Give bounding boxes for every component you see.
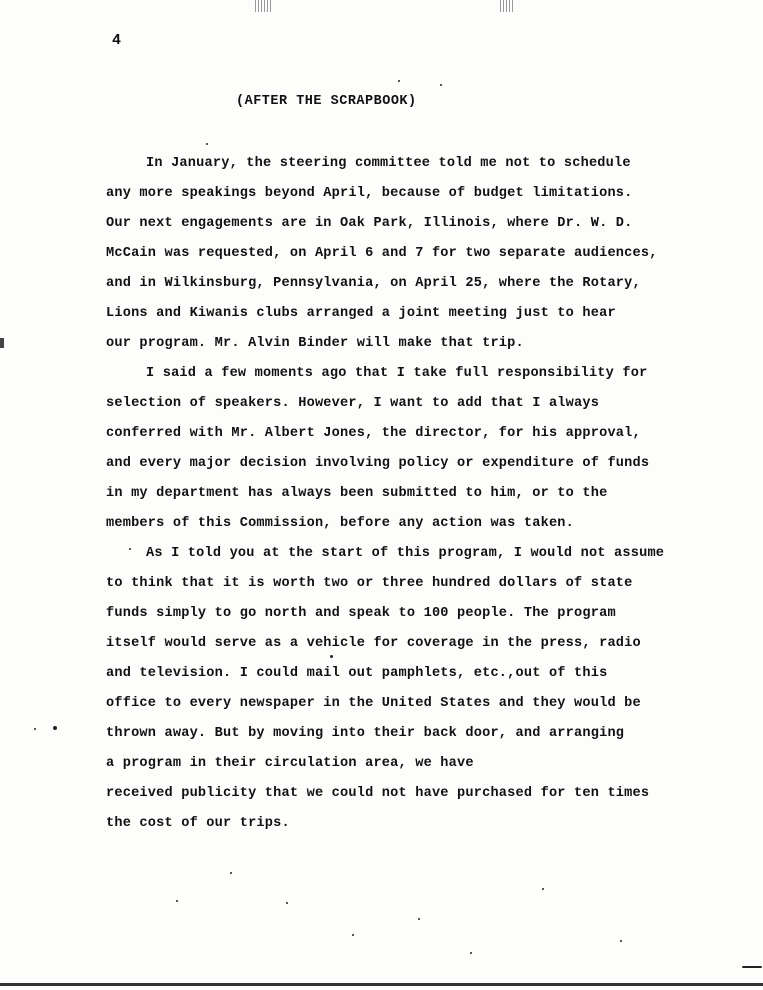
paragraph-3-line-3: funds simply to go north and speak to 100 people. The program: [106, 606, 616, 621]
scan-speck: [53, 726, 57, 730]
scan-speck: [330, 655, 333, 658]
paragraph-1-line-6: Lions and Kiwanis clubs arranged a joint meeting just to hear: [106, 306, 616, 321]
scan-speck: [206, 143, 208, 145]
scan-speck: [129, 548, 131, 550]
scan-speck: [620, 940, 622, 942]
paragraph-3-line-8: a program in their circulation area, we have: [106, 756, 474, 771]
scan-artifact: [255, 0, 271, 12]
scan-speck: [542, 888, 544, 890]
scan-speck: [352, 934, 354, 936]
scan-speck: [34, 728, 36, 730]
scan-speck: [418, 918, 420, 920]
scan-speck: [440, 84, 442, 86]
paragraph-3-line-7: thrown away. But by moving into their back door, and arranging: [106, 726, 625, 741]
paragraph-2-line-3: conferred with Mr. Albert Jones, the director, for his approval,: [106, 426, 641, 441]
paragraph-3-line-5: and television. I could mail out pamphlets, etc.,out of this: [106, 666, 608, 681]
scan-speck: [398, 80, 400, 82]
page-number: 4: [112, 32, 122, 49]
paragraph-2-line-2: selection of speakers. However, I want to add that I always: [106, 396, 600, 411]
paragraph-1-line-2: any more speakings beyond April, because of budget limitations.: [106, 186, 633, 201]
paragraph-3-line-9: received publicity that we could not have purchased for ten times: [106, 786, 650, 801]
paragraph-1-line-4: McCain was requested, on April 6 and 7 for two separate audiences,: [106, 246, 658, 261]
scan-speck: [230, 872, 232, 874]
scan-edge-smudge: [0, 338, 4, 348]
scan-speck: [176, 900, 178, 902]
paragraph-1-line-3: Our next engagements are in Oak Park, Illinois, where Dr. W. D.: [106, 216, 633, 231]
paragraph-1-line-7: our program. Mr. Alvin Binder will make that trip.: [106, 336, 524, 351]
paragraph-2-line-4: and every major decision involving policy or expenditure of funds: [106, 456, 650, 471]
paragraph-3-line-10: the cost of our trips.: [106, 816, 290, 831]
scan-speck: [470, 952, 472, 954]
scan-bottom-bar: [0, 983, 763, 986]
paragraph-2-line-1: I said a few moments ago that I take full responsibility for: [146, 366, 648, 381]
paragraph-1-line-1: In January, the steering committee told me not to schedule: [146, 156, 631, 171]
scan-speck: [286, 902, 288, 904]
scan-speck: [742, 966, 762, 968]
document-title: (AFTER THE SCRAPBOOK): [236, 94, 417, 109]
paragraph-1-line-5: and in Wilkinsburg, Pennsylvania, on April 25, where the Rotary,: [106, 276, 641, 291]
paragraph-3-line-2: to think that it is worth two or three hundred dollars of state: [106, 576, 633, 591]
paragraph-2-line-5: in my department has always been submitted to him, or to the: [106, 486, 608, 501]
paragraph-3-line-6: office to every newspaper in the United States and they would be: [106, 696, 641, 711]
paragraph-3-line-1: As I told you at the start of this program, I would not assume: [146, 546, 665, 561]
paragraph-3-line-4: itself would serve as a vehicle for coverage in the press, radio: [106, 636, 641, 651]
scan-artifact: [500, 0, 514, 12]
paragraph-2-line-6: members of this Commission, before any action was taken.: [106, 516, 575, 531]
